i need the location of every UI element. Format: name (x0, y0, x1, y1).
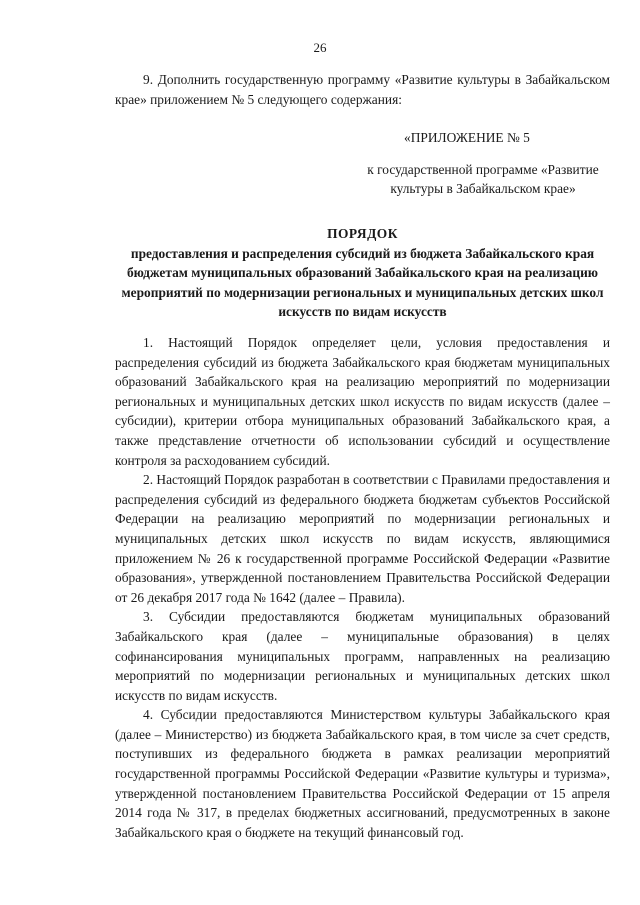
paragraph-3: 3. Субсидии предоставляются бюджетам муниципальных образований Забайкальского края (далее – муниципальные образования) в целях софинансирования муниципальных программ, направленных на реализацию мероприятий по модернизации региональных и муниципальных детских школ искусств по видам искусств. (115, 609, 610, 703)
paragraph-1: 1. Настоящий Порядок определяет цели, условия предоставления и распределения субсидий из бюджета Забайкальского края бюджетам муниципальных образований Забайкальского края на реализацию мероприятий по модернизации региональных и муниципальных детских школ искусств по видам искусств (далее – субсидии), критерии отбора муниципальных образований Забайкальского края, а также представление отчетности об использовании субсидий и осуществление контроля за расходованием субсидий. (115, 335, 610, 468)
heading-title: ПОРЯДОК (327, 226, 398, 241)
appendix-reference: к государственной программе «Развитие культуры в Забайкальском крае» (367, 161, 599, 196)
document-heading (115, 224, 610, 322)
appendix-title: «ПРИЛОЖЕНИЕ № 5 (404, 130, 530, 145)
paragraph-4: 4. Субсидии предоставляются Министерством культуры Забайкальского края (далее – Министерство) из бюджета Забайкальского края, в том числе за счет средств, поступивших из федерального бюджета в рамках реализации мероприятий государственной программы Российской Федерации «Развитие культуры и туризма», утвержденной постановлением Правительства Российской Федерации от 15 апреля 2014 года № 317, в пределах бюджетных ассигнований, предусмотренных в законе Забайкальского края о бюджете на текущий финансовый год. (115, 707, 610, 840)
appendix-header (352, 128, 614, 199)
page-number: 26 (313, 40, 327, 55)
paragraph-2: 2. Настоящий Порядок разработан в соответствии с Правилами предоставления и распределения субсидий из федерального бюджета бюджетам субъектов Российской Федерации на реализацию мероприятий по модернизации региональных и муниципальных детских школ искусств по видам искусств, являющимися приложением № 26 к государственной программе Российской Федерации «Развитие образования», утвержденной постановлением Правительства Российской Федерации от 26 декабря 2017 года № 1642 (далее – Правила). (115, 472, 610, 605)
intro-paragraph: 9. Дополнить государственную программу «Развитие культуры в Забайкальском крае» приложением № 5 следующего содержания: (115, 72, 610, 107)
heading-subtitle: предоставления и распределения субсидий из бюджета Забайкальского края бюджетам муниципальных образований Забайкальского края на реализацию мероприятий по модернизации региональных и муниципальных детских школ искусств по видам искусств (121, 245, 604, 319)
body-text (115, 333, 610, 842)
